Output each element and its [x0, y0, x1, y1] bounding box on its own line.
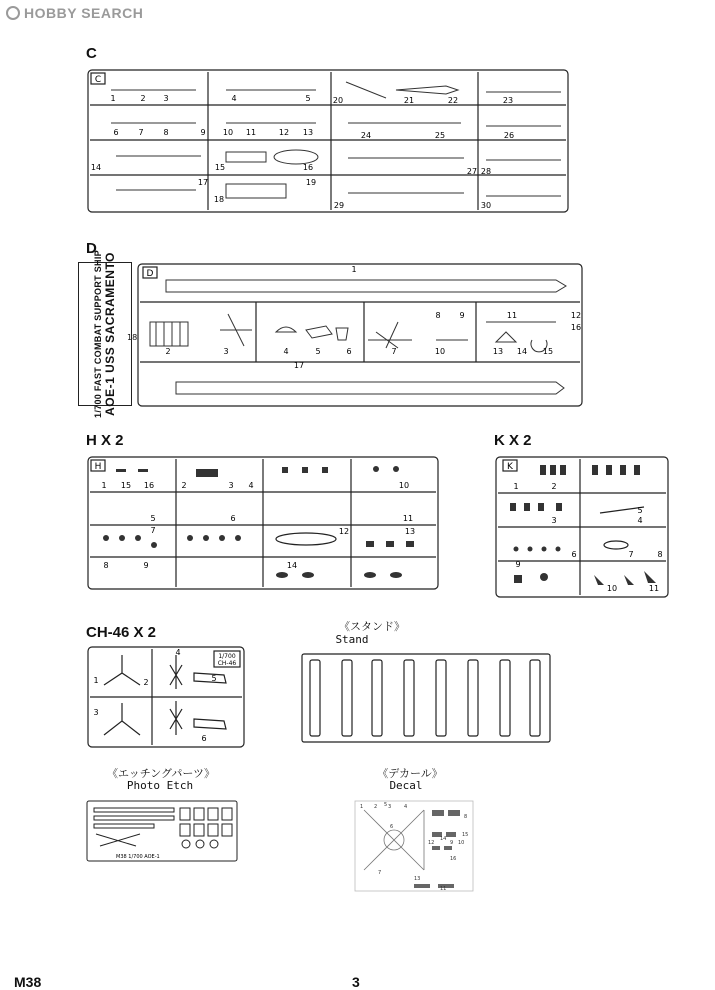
sprue-d-part-14: 14 [516, 347, 528, 356]
sprue-h-part-16: 16 [143, 481, 155, 490]
sprue-ch46-part-6: 6 [201, 734, 207, 743]
sprue-h-part-4: 4 [248, 481, 254, 490]
decal-number-3: 3 [388, 804, 392, 810]
sprue-c-part-1: 1 [110, 94, 116, 103]
sprue-d-tag: D [146, 269, 154, 279]
sprue-c-part-11: 11 [245, 128, 257, 137]
decal-number-15: 15 [462, 832, 469, 838]
sprue-d-part-3: 3 [223, 347, 229, 356]
sprue-c-part-28: 28 [480, 167, 492, 176]
sprue-k-part-5: 5 [637, 506, 643, 515]
sprue-h-part-5: 5 [150, 514, 156, 523]
stand-label-en: Stand [335, 633, 369, 646]
sprue-ch46-tag-line-2: CH-46 [217, 660, 237, 667]
sprue-h-diagram [86, 455, 440, 591]
sprue-h-part-2: 2 [181, 481, 187, 490]
sprue-h-part-14: 14 [286, 561, 298, 570]
photo-etch-fret-text: M38 1/700 AOE-1 [116, 854, 160, 860]
decal-number-2: 2 [374, 804, 378, 810]
sprue-h-part-13: 13 [404, 527, 416, 536]
decal-number-6: 6 [390, 824, 394, 830]
sprue-d-part-15: 15 [542, 347, 554, 356]
sprue-c-part-2: 2 [140, 94, 146, 103]
decal-number-7: 7 [378, 870, 382, 876]
sprue-d-part-2: 2 [165, 347, 171, 356]
sprue-d-part-13: 13 [492, 347, 504, 356]
decal-number-5: 5 [384, 802, 388, 808]
sprue-d-part-9: 9 [459, 311, 465, 320]
watermark-text: HOBBY SEARCH [24, 5, 144, 21]
sprue-c-part-7: 7 [138, 128, 144, 137]
sprue-c-part-20: 20 [332, 96, 344, 105]
sprue-d-part-12: 12 [570, 311, 582, 320]
sprue-c-part-24: 24 [360, 131, 372, 140]
sprue-d-plate-line-2: AOE-1 USS SACRAMENTO [103, 252, 117, 416]
sprue-d-part-7: 7 [391, 347, 397, 356]
decal-number-14: 14 [440, 836, 447, 842]
sprue-c-diagram [86, 68, 570, 214]
sprue-c-part-19: 19 [305, 178, 317, 187]
watermark [6, 5, 143, 21]
decal-number-8: 8 [464, 814, 468, 820]
sprue-k-part-8: 8 [657, 550, 663, 559]
sprue-k-tag: K [507, 462, 513, 472]
sprue-c-part-14: 14 [90, 163, 102, 172]
sprue-k-title: K X 2 [494, 432, 532, 449]
sprue-h-part-15: 15 [120, 481, 132, 490]
sprue-h-part-8: 8 [103, 561, 109, 570]
sprue-c-part-6: 6 [113, 128, 119, 137]
photo-etch-fret [86, 800, 238, 862]
sprue-d-frame [138, 264, 582, 406]
sprue-c-part-23: 23 [502, 96, 514, 105]
sprue-k-part-9: 9 [515, 560, 521, 569]
footer-page-number: 3 [352, 974, 360, 990]
sprue-c-part-25: 25 [434, 131, 446, 140]
sprue-k-part-2: 2 [551, 482, 557, 491]
sprue-c-part-27: 27 [466, 167, 478, 176]
sprue-d-part-17: 17 [293, 361, 305, 370]
decal-sheet [354, 800, 474, 892]
sprue-k-part-10: 10 [606, 584, 618, 593]
sprue-c-part-18: 18 [213, 195, 225, 204]
sprue-c-part-17: 17 [197, 178, 209, 187]
sprue-d-part-6: 6 [346, 347, 352, 356]
sprue-d-part-16: 16 [570, 323, 582, 332]
sprue-c-title: C [86, 45, 97, 62]
decal-number-9: 9 [450, 840, 454, 846]
sprue-c-part-10: 10 [222, 128, 234, 137]
sprue-k-part-4: 4 [637, 516, 643, 525]
sprue-h-title: H X 2 [86, 432, 124, 449]
sprue-k-part-7: 7 [628, 550, 634, 559]
sprue-d-part-5: 5 [315, 347, 321, 356]
sprue-c-tag: C [94, 75, 102, 85]
decal-number-13: 13 [414, 876, 421, 882]
photo-etch-frame [87, 801, 237, 861]
decal-label-en: Decal [389, 779, 423, 792]
sprue-ch46-part-5: 5 [211, 674, 217, 683]
stand-diagram [300, 652, 552, 744]
sprue-h-part-6: 6 [230, 514, 236, 523]
sprue-d-part-1: 1 [351, 265, 357, 274]
sprue-h-part-1: 1 [101, 481, 107, 490]
sprue-k-part-3: 3 [551, 516, 557, 525]
sprue-c-part-16: 16 [302, 163, 314, 172]
sprue-ch46-tag-line-1: 1/700 [218, 653, 236, 660]
sprue-d-title: D [86, 240, 97, 257]
sprue-c-frame [88, 70, 568, 212]
sprue-ch46-part-1: 1 [93, 676, 99, 685]
sprue-c-part-5: 5 [305, 94, 311, 103]
stand-rails [310, 660, 540, 736]
decal-number-11: 11 [440, 886, 447, 892]
sprue-d-plate-line-1: 1/700 FAST COMBAT SUPPORT SHIP [93, 250, 103, 418]
sprue-h-part-12: 12 [338, 527, 350, 536]
stand-label-jp: 《スタンド》 [339, 620, 405, 633]
photo-etch-label-jp: 《エッチングパーツ》 [107, 767, 215, 780]
sprue-d-name-plate [78, 250, 132, 418]
sprue-h-part-7: 7 [150, 526, 156, 535]
decal-number-12: 12 [428, 840, 435, 846]
sprue-h-part-10: 10 [398, 481, 410, 490]
sprue-ch46-part-4: 4 [175, 648, 181, 657]
sprue-k-diagram [494, 455, 670, 599]
decal-label-jp: 《デカール》 [377, 767, 443, 780]
sprue-c-part-26: 26 [503, 131, 515, 140]
sprue-ch46-diagram [86, 645, 246, 749]
sprue-d-part-18-label: 18 [127, 333, 138, 342]
footer-code: M38 [14, 974, 42, 990]
sprue-h-tag: H [94, 462, 102, 472]
sprue-c-part-15: 15 [214, 163, 226, 172]
sprue-c-part-13: 13 [302, 128, 314, 137]
sprue-ch46-title: CH-46 X 2 [86, 624, 157, 641]
sprue-k-part-1: 1 [513, 482, 519, 491]
hobby-search-logo-icon [6, 6, 20, 20]
sprue-c-part-12: 12 [278, 128, 290, 137]
sprue-c-part-8: 8 [163, 128, 169, 137]
sprue-h-part-9: 9 [143, 561, 149, 570]
decal-number-16: 16 [450, 856, 457, 862]
sprue-ch46-part-3: 3 [93, 708, 99, 717]
sprue-h-part-3: 3 [228, 481, 234, 490]
photo-etch-label-en: Photo Etch [126, 779, 194, 792]
sprue-c-part-9: 9 [200, 128, 206, 137]
decal-number-4: 4 [404, 804, 408, 810]
sprue-ch46-part-2: 2 [143, 678, 149, 687]
sprue-k-part-11: 11 [648, 584, 660, 593]
sprue-h-part-11: 11 [402, 514, 414, 523]
sprue-d-diagram [136, 262, 584, 408]
sprue-c-part-22: 22 [447, 96, 459, 105]
sprue-k-part-6: 6 [571, 550, 577, 559]
sprue-c-part-29: 29 [333, 201, 345, 210]
sprue-d-part-8: 8 [435, 311, 441, 320]
sprue-c-part-30: 30 [480, 201, 492, 210]
decal-number-10: 10 [458, 840, 465, 846]
sprue-c-part-21: 21 [403, 96, 415, 105]
decal-number-1: 1 [360, 804, 364, 810]
sprue-d-part-10: 10 [434, 347, 446, 356]
stand-frame [302, 654, 550, 742]
sprue-d-part-11: 11 [506, 311, 518, 320]
sprue-c-part-3: 3 [163, 94, 169, 103]
sprue-c-part-4: 4 [231, 94, 237, 103]
sprue-d-part-4: 4 [283, 347, 289, 356]
